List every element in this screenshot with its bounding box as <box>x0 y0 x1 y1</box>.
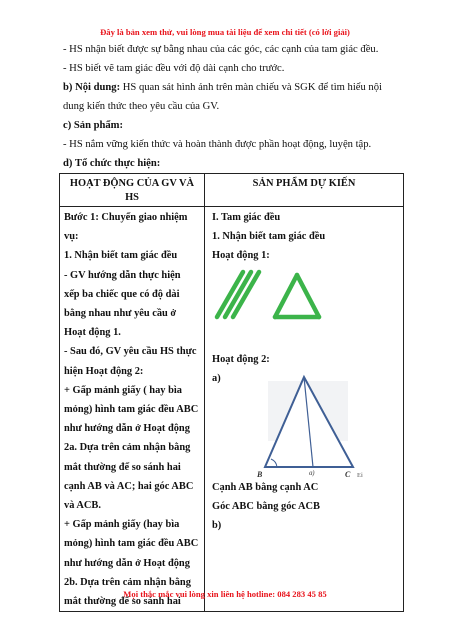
header-left-line-1: HOẠT ĐỘNG CỦA GV VÀ <box>69 178 195 189</box>
part-b-label: b) <box>212 520 222 531</box>
left-line: - Sau đó, GV yêu cầu HS thực <box>64 346 197 358</box>
header-expected-product: SẢN PHẨM DỰ KIẾN <box>205 174 404 207</box>
left-line: xếp ba chiếc que có độ dài <box>64 288 180 300</box>
left-line: 1. Nhận biết tam giác đều <box>64 250 178 262</box>
sticks-figure <box>213 267 353 322</box>
intro-text <box>63 40 408 173</box>
hotline-footer: Mọi thắc mắc vui lòng xin liên hệ hotline: 084 283 45 85 <box>123 589 327 599</box>
left-line: bằng nhau như yêu cầu ở <box>64 308 177 320</box>
table-header-row <box>60 174 404 207</box>
section-title: I. Tam giác đều <box>212 212 281 223</box>
left-line: như hướng dẫn ở Hoạt động <box>64 557 190 569</box>
left-line: 2a. Dựa trên cảm nhận bằng <box>64 442 191 454</box>
left-line: và ACB. <box>64 500 101 512</box>
content-paragraph <box>63 78 408 97</box>
part-a-label: a) <box>212 373 221 384</box>
vertex-c-label: C <box>345 470 351 479</box>
activity-2-label: Hoạt động 2: <box>212 354 270 365</box>
left-line: hiện Hoạt động 2: <box>64 365 144 377</box>
content-text-1: HS quan sát hình ảnh trên màn chiếu và SGK để tìm hiểu nội <box>120 82 382 93</box>
intro-line-1: - HS nhận biết được sự bằng nhau của các góc, các cạnh của tam giác đều. <box>63 44 379 55</box>
left-line: - GV hướng dẫn thực hiện <box>64 269 181 281</box>
preview-banner: Đây là bản xem thử, vui lòng mua tài liệu để xem chi tiết (có lời giải) <box>100 27 350 37</box>
organization-label: d) Tổ chức thực hiện: <box>63 158 161 169</box>
left-line: 2b. Dựa trên cảm nhận bằng <box>64 576 191 588</box>
table-row <box>60 207 404 612</box>
left-line: + Gấp mảnh giấy (hay bìa <box>64 519 180 531</box>
content-label: b) Nội dung: <box>63 82 121 93</box>
left-line: + Gấp mảnh giấy ( hay bìa <box>64 384 182 396</box>
teacher-activity-cell <box>60 207 205 612</box>
left-line: mỏng) hình tam giác đều ABC <box>64 538 199 550</box>
left-line: Bước 1: Chuyển giao nhiệm <box>64 212 188 223</box>
content-text-2: dung kiến thức theo yêu cầu của GV. <box>63 101 220 112</box>
left-line: vụ: <box>64 231 79 243</box>
corner-label: Ei <box>357 473 363 479</box>
left-line: mỏng) hình tam giác đều ABC <box>64 404 199 416</box>
header-left-line-2: HS <box>125 192 139 203</box>
result-line-2: Góc ABC bằng góc ACB <box>212 501 320 512</box>
stick-triangle-icon <box>275 275 319 317</box>
product-text: - HS nắm vững kiến thức và hoàn thành được phần hoạt động, luyện tập. <box>63 139 372 150</box>
result-line-1: Cạnh AB bằng cạnh AC <box>212 482 319 493</box>
activity-table <box>59 173 404 612</box>
left-line: mắt thường để so sánh hai <box>64 596 181 608</box>
product-label: c) Sản phẩm: <box>63 120 124 131</box>
header-teacher-student <box>60 174 205 207</box>
triangle-figure <box>243 371 373 479</box>
vertex-b-label: B <box>257 470 263 479</box>
expected-product-cell <box>205 207 404 612</box>
three-sticks-icon <box>217 272 259 317</box>
left-line: mắt thường để so sánh hai <box>64 461 181 473</box>
subsection-title: 1. Nhận biết tam giác đều <box>212 231 326 243</box>
angle-label: a) <box>309 469 315 477</box>
left-line: như hướng dẫn ở Hoạt động <box>64 423 190 435</box>
left-line: Hoạt động 1. <box>64 327 121 339</box>
activity-1-label: Hoạt động 1: <box>212 250 270 262</box>
intro-line-2: - HS biết vẽ tam giác đều với độ dài cạnh cho trước. <box>63 63 285 74</box>
left-line: cạnh AB và AC; hai góc ABC <box>64 480 194 492</box>
